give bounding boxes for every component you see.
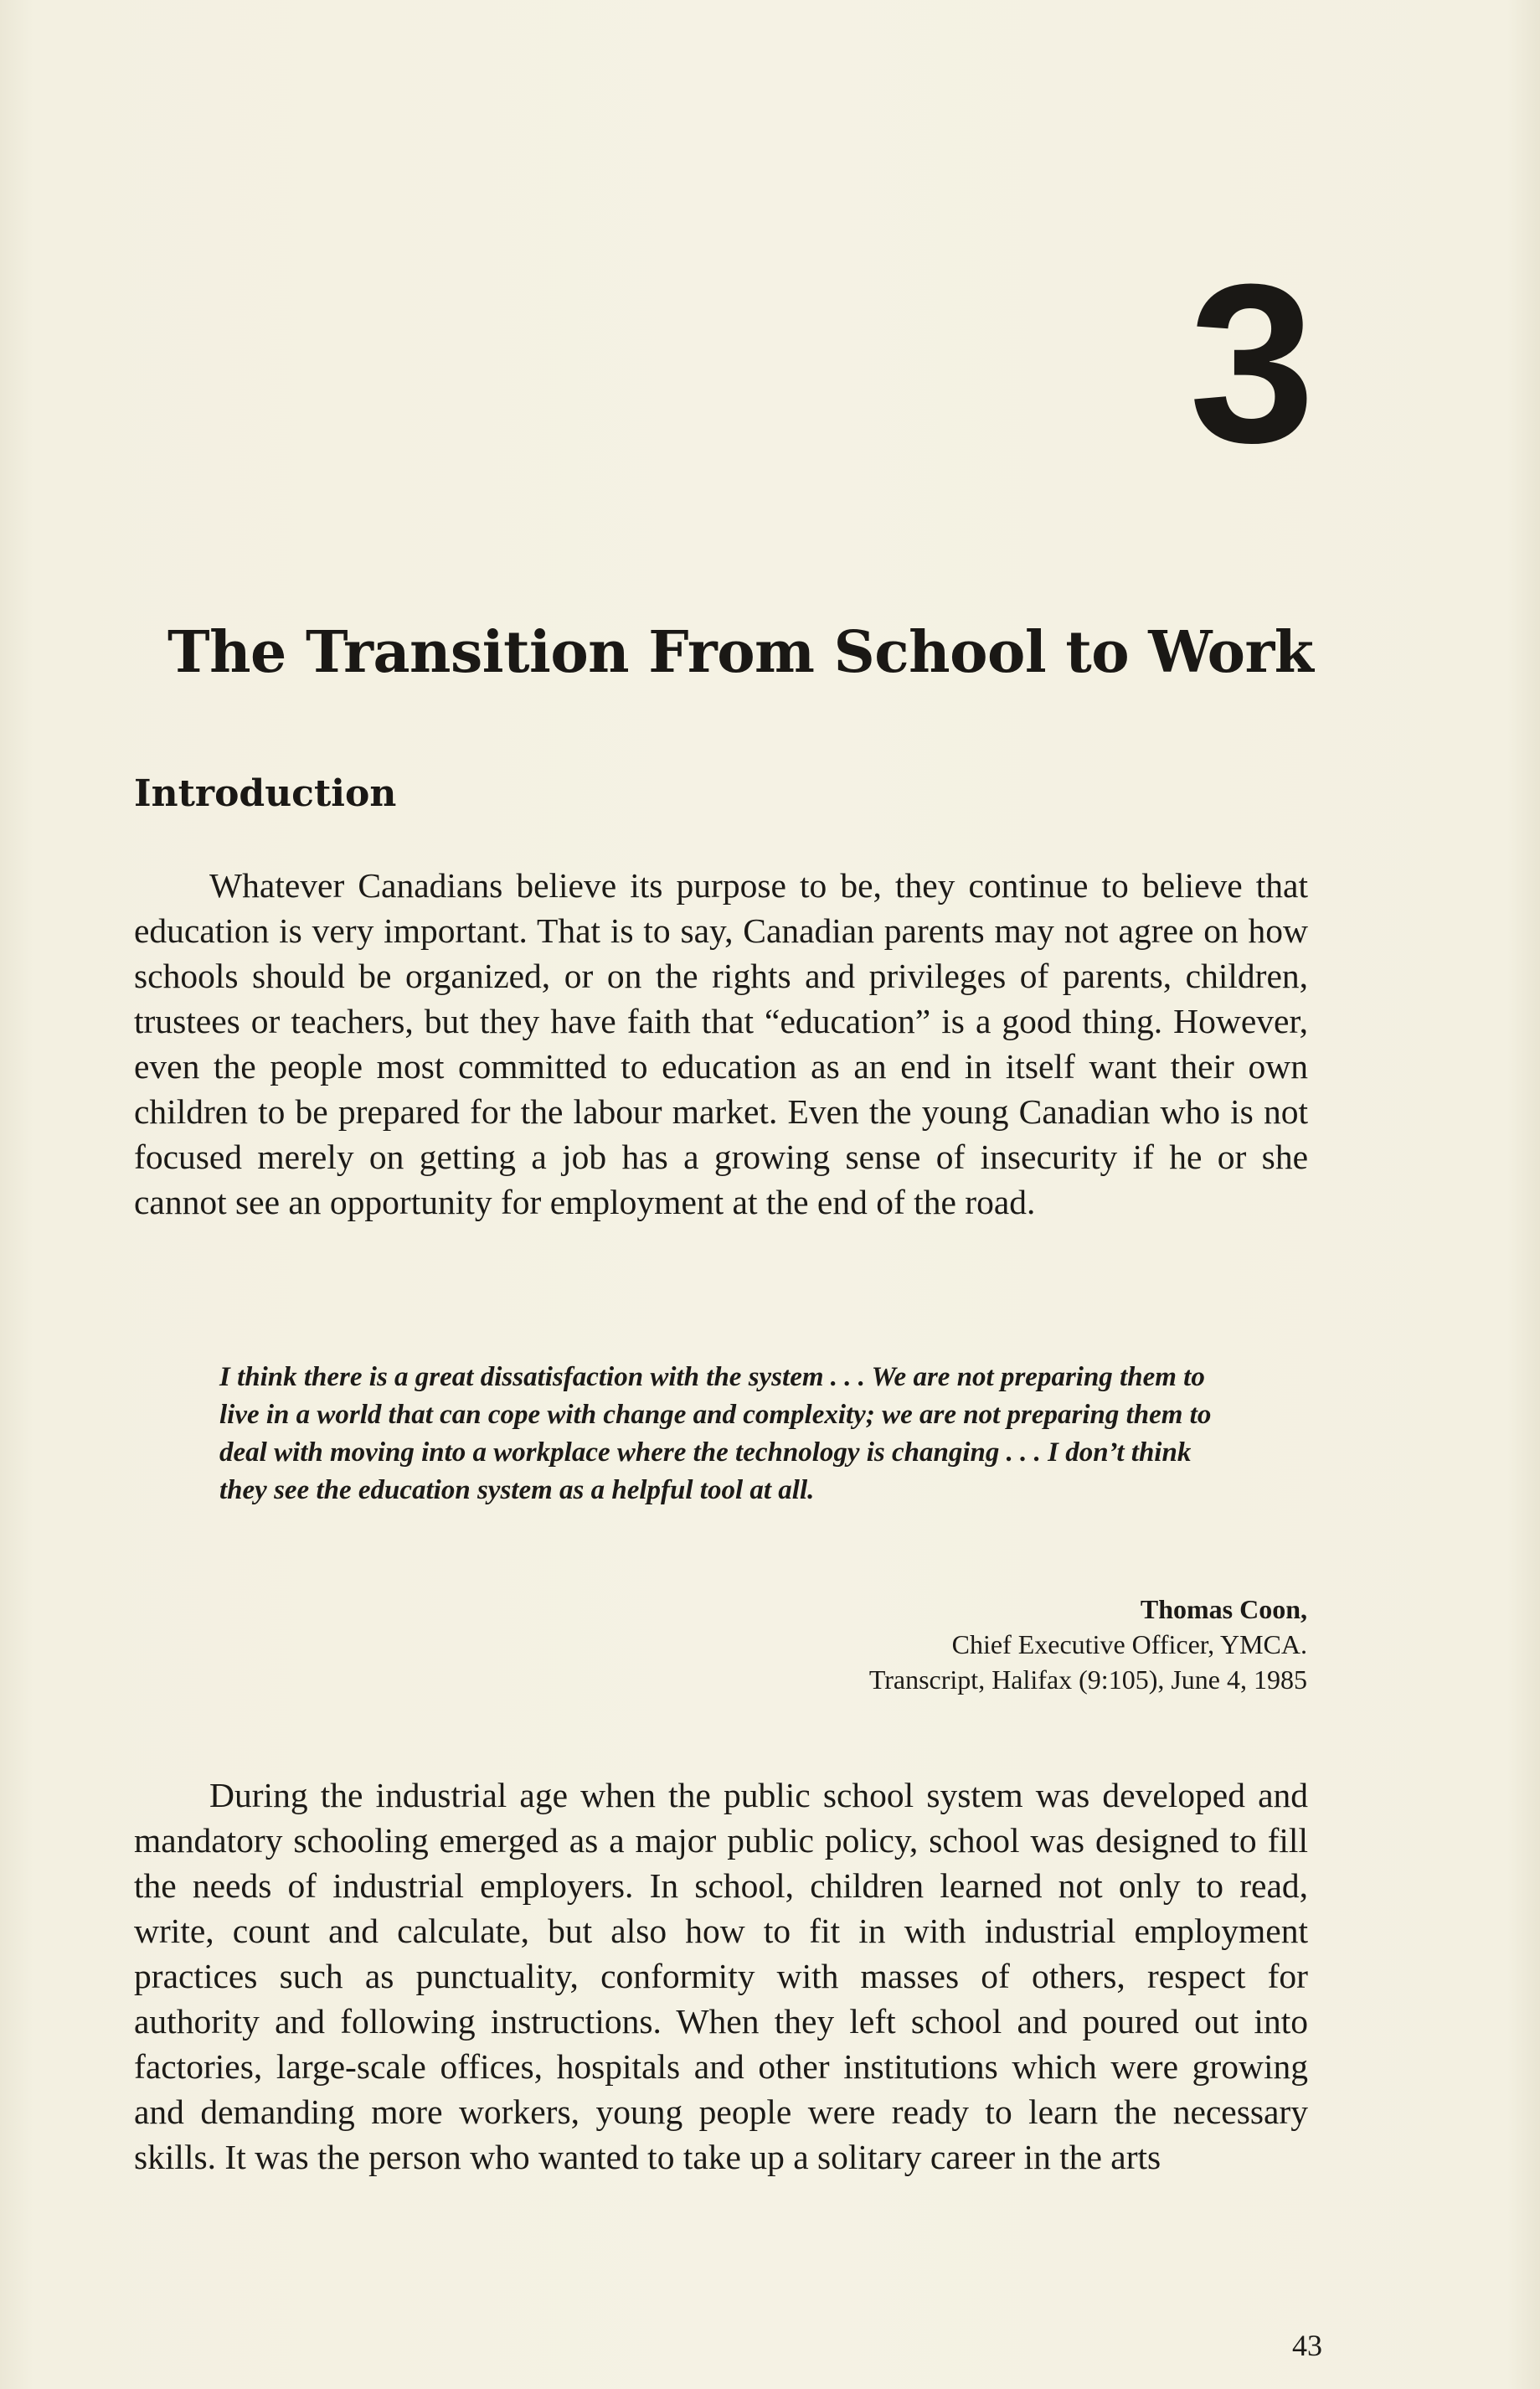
chapter-number: 3	[1189, 238, 1312, 490]
body-paragraph: During the industrial age when the public school system was developed and mandatory schooling emerged as a major public policy, school was designed to fill the needs of industrial employers. In school, children learned not only to read, write, count and calculate, but also how to fit in with industrial employment practices such as punctuality, conformity with masses of others, respect for authority and following instructions. When they left school and poured out into factories, large-scale offices, hospitals and other institutions which were growing and demanding more workers, young people were ready to learn the necessary skills. It was the person who wanted to take up a solitary career in the arts	[134, 1776, 1308, 2176]
quote-attribution	[869, 1592, 1307, 1697]
chapter-title: The Transition From School to Work	[167, 619, 1314, 686]
block-quote: I think there is a great dissatisfaction with the system . . . We are not preparing them to live in a world that can cope with change and complexity; we are not preparing them to deal with moving into a workplace where the technology is changing . . . I don’t think they see the education system as a helpful tool at all.	[219, 1362, 1212, 1505]
section-heading: Introduction	[134, 772, 397, 815]
body-paragraph: Whatever Canadians believe its purpose to be, they continue to believe that education is very important. That is to say, Canadian parents may not agree on how schools should be organized, or on the rights and privileges of parents, children, trustees or teachers, but they have faith that “education” is a good thing. However, even the people most committed to education as an end in itself want their own children to be prepared for the labour market. Even the young Canadian who is not focused merely on getting a job has a growing sense of insecurity if he or she cannot see an opportunity for employment at the end of the road.	[134, 866, 1308, 1221]
attribution-role: Chief Executive Officer, YMCA.	[951, 1629, 1307, 1659]
page-number: 43	[1292, 2329, 1322, 2362]
attribution-name: Thomas Coon,	[1140, 1594, 1307, 1624]
attribution-source: Transcript, Halifax (9:105), June 4, 1985	[868, 1664, 1307, 1695]
